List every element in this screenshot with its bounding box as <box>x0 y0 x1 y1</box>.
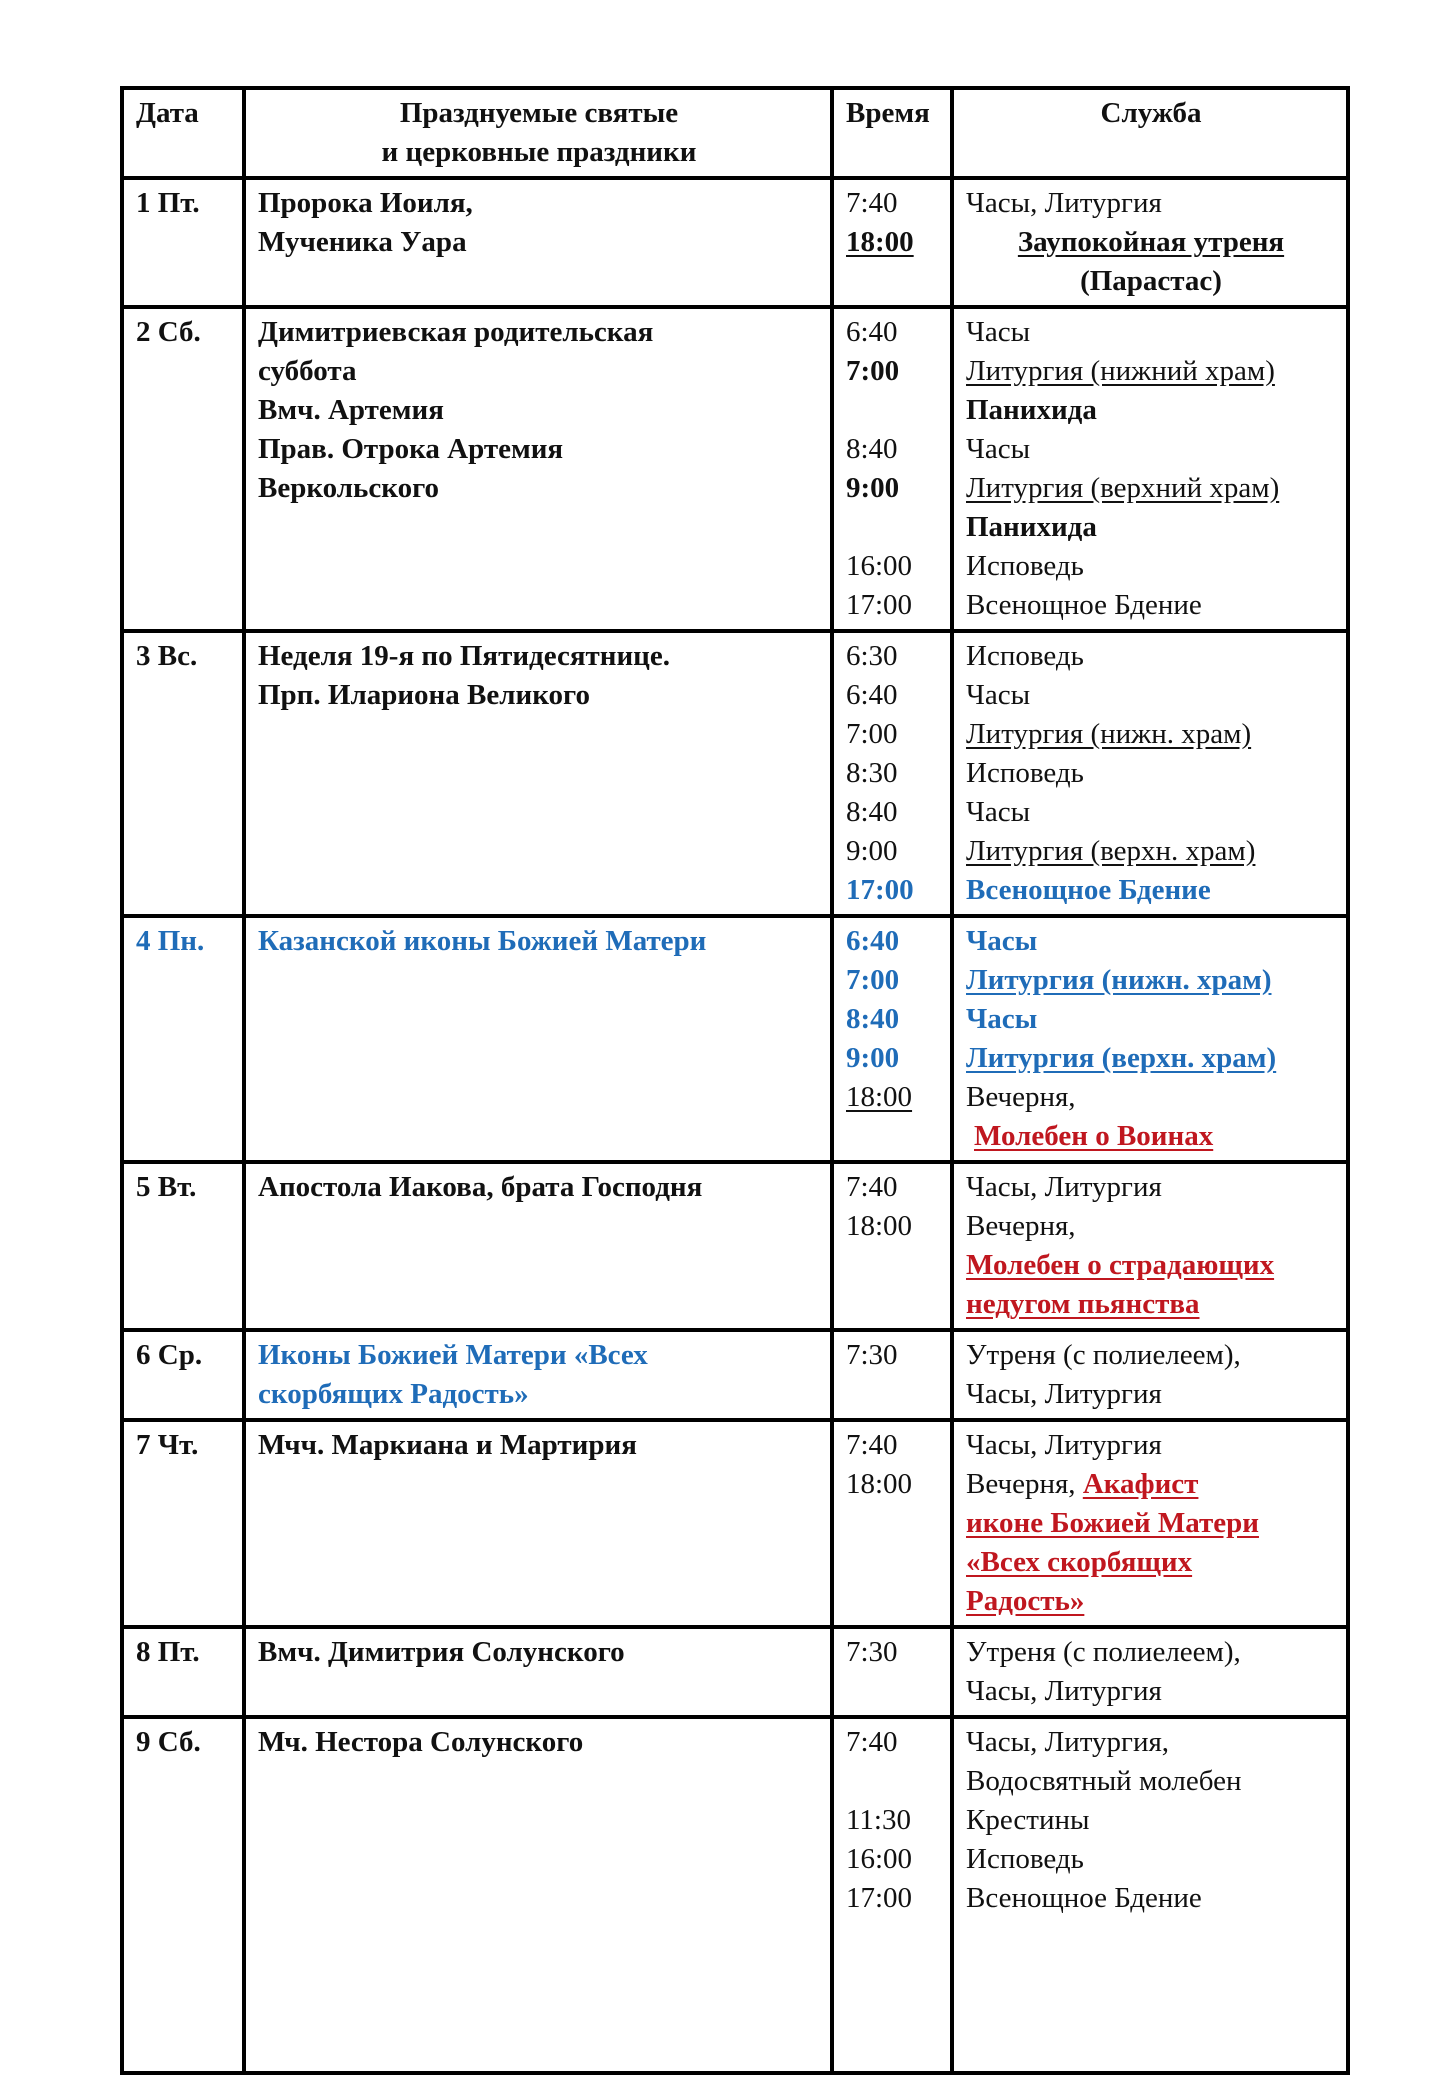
time-cell <box>832 1162 952 1330</box>
date-cell: 4 Пн. <box>122 916 244 1162</box>
time-value: 9:00 <box>846 1042 900 1074</box>
service-line: Литургия (нижний храм) <box>966 355 1275 387</box>
date-cell: 3 Вс. <box>122 631 244 916</box>
service-line: Часы <box>966 796 1031 828</box>
service-line: Молебен о страдающих <box>966 1249 1275 1281</box>
feast-line: Вмч. Артемия <box>258 394 444 426</box>
time-value: 6:30 <box>846 640 898 672</box>
header-feasts-line2: и церковные праздники <box>381 136 697 168</box>
table-row <box>122 178 1348 307</box>
service-line: Утреня (с полиелеем), <box>966 1636 1241 1668</box>
time-value: 6:40 <box>846 925 900 957</box>
time-value: 8:40 <box>846 796 898 828</box>
feast-line: Веркольского <box>258 472 440 504</box>
time-value: 7:40 <box>846 1726 898 1758</box>
service-line: Часы <box>966 925 1038 957</box>
time-cell <box>832 631 952 916</box>
service-line: Радость» <box>966 1585 1085 1617</box>
service-line: Всенощное Бдение <box>966 589 1202 621</box>
service-cell <box>952 1717 1348 2073</box>
table-row <box>122 1162 1348 1330</box>
time-value: 16:00 <box>846 550 913 582</box>
service-line: Всенощное Бдение <box>966 874 1211 906</box>
service-line: Всенощное Бдение <box>966 1882 1202 1914</box>
header-feasts <box>244 88 832 178</box>
schedule-page <box>120 86 1346 2075</box>
time-value <box>846 508 940 547</box>
service-line: Часы <box>966 1003 1038 1035</box>
table-row <box>122 1627 1348 1717</box>
time-cell <box>832 1330 952 1420</box>
service-line: Часы, Литургия, <box>966 1726 1170 1758</box>
time-value <box>846 391 940 430</box>
date-cell: 6 Ср. <box>122 1330 244 1420</box>
service-cell <box>952 1162 1348 1330</box>
date-cell: 8 Пт. <box>122 1627 244 1717</box>
table-row <box>122 307 1348 631</box>
feast-line: Прп. Илариона Великого <box>258 679 590 711</box>
time-value: 6:40 <box>846 679 898 711</box>
service-cell <box>952 631 1348 916</box>
date-cell: 2 Сб. <box>122 307 244 631</box>
service-line: Утреня (с полиелеем), <box>966 1339 1241 1371</box>
schedule-table <box>120 86 1350 2075</box>
service-line: недугом пьянства <box>966 1288 1200 1320</box>
table-row <box>122 1330 1348 1420</box>
feast-line: Димитриевская родительская <box>258 316 654 348</box>
feast-cell <box>244 307 832 631</box>
service-line: Литургия (нижн. храм) <box>966 964 1272 996</box>
feast-cell <box>244 631 832 916</box>
service-line: Панихида <box>966 511 1097 543</box>
service-cell <box>952 307 1348 631</box>
service-line: «Всех скорбящих <box>966 1546 1193 1578</box>
service-line: Исповедь <box>966 757 1084 789</box>
service-line: Часы <box>966 679 1031 711</box>
feast-line: суббота <box>258 355 357 387</box>
service-line: (Парастас) <box>1080 265 1222 297</box>
time-value: 8:40 <box>846 1003 900 1035</box>
table-row <box>122 631 1348 916</box>
service-line: Литургия (верхн. храм) <box>966 835 1256 867</box>
service-line: Исповедь <box>966 550 1084 582</box>
time-value: 9:00 <box>846 835 898 867</box>
date-cell: 5 Вт. <box>122 1162 244 1330</box>
time-value: 17:00 <box>846 589 913 621</box>
feast-line: Иконы Божией Матери «Всех <box>258 1339 648 1371</box>
time-value <box>846 1762 940 1801</box>
feast-line: Вмч. Димитрия Солунского <box>258 1636 625 1668</box>
feast-cell <box>244 1420 832 1627</box>
header-date: Дата <box>122 88 244 178</box>
feast-line: Мч. Нестора Солунского <box>258 1726 584 1758</box>
header-time: Время <box>832 88 952 178</box>
feast-line: Мученика Уара <box>258 226 467 258</box>
time-value: 7:40 <box>846 187 898 219</box>
time-value: 7:00 <box>846 718 898 750</box>
table-row <box>122 1717 1348 2073</box>
feast-cell <box>244 1162 832 1330</box>
time-value: 7:00 <box>846 355 900 387</box>
service-line: иконе Божией Матери <box>966 1507 1259 1539</box>
service-cell <box>952 178 1348 307</box>
service-line: Часы, Литургия <box>966 1675 1162 1707</box>
header-feasts-line1: Празднуемые святые <box>399 97 679 129</box>
feast-line: Прав. Отрока Артемия <box>258 433 564 465</box>
feast-line: Пророка Иоиля, <box>258 187 473 219</box>
service-line: Часы, Литургия <box>966 1378 1162 1410</box>
service-cell <box>952 1420 1348 1627</box>
feast-cell <box>244 1627 832 1717</box>
time-cell <box>832 1420 952 1627</box>
feast-line: Казанской иконы Божией Матери <box>258 925 707 957</box>
time-value: 7:30 <box>846 1636 898 1668</box>
service-line: Литургия (верхн. храм) <box>966 1042 1277 1074</box>
service-cell <box>952 1330 1348 1420</box>
time-cell <box>832 1627 952 1717</box>
time-value: 18:00 <box>846 1210 913 1242</box>
time-value: 18:00 <box>846 1468 913 1500</box>
feast-line: Мчч. Маркиана и Мартирия <box>258 1429 637 1461</box>
time-cell <box>832 916 952 1162</box>
service-line: Исповедь <box>966 1843 1084 1875</box>
service-line: Заупокойная утреня <box>1017 226 1285 258</box>
time-value: 7:30 <box>846 1339 898 1371</box>
time-value: 18:00 <box>846 226 914 258</box>
time-value: 17:00 <box>846 1882 913 1914</box>
feast-cell <box>244 1330 832 1420</box>
time-value: 6:40 <box>846 316 898 348</box>
feast-cell <box>244 916 832 1162</box>
service-line: Молебен о Воинах <box>974 1120 1214 1152</box>
time-value: 17:00 <box>846 874 914 906</box>
service-line: Часы, Литургия <box>966 1171 1162 1203</box>
service-line: Водосвятный молебен <box>966 1765 1242 1797</box>
time-value: 9:00 <box>846 472 900 504</box>
time-value: 7:40 <box>846 1429 898 1461</box>
feast-line: Апостола Иакова, брата Господня <box>258 1171 703 1203</box>
date-cell: 9 Сб. <box>122 1717 244 2073</box>
time-value: 7:40 <box>846 1171 898 1203</box>
service-cell <box>952 1627 1348 1717</box>
time-value: 8:30 <box>846 757 898 789</box>
time-value: 16:00 <box>846 1843 913 1875</box>
service-line: Часы <box>966 433 1031 465</box>
service-line: Вечерня, <box>966 1210 1076 1242</box>
table-row <box>122 1420 1348 1627</box>
header-service: Служба <box>952 88 1348 178</box>
service-line: Литургия (нижн. храм) <box>966 718 1252 750</box>
time-cell <box>832 178 952 307</box>
service-cell <box>952 916 1348 1162</box>
time-value: 8:40 <box>846 433 898 465</box>
feast-cell <box>244 1717 832 2073</box>
service-line: Часы <box>966 316 1031 348</box>
time-value: 7:00 <box>846 964 900 996</box>
time-cell <box>832 1717 952 2073</box>
service-line: Исповедь <box>966 640 1084 672</box>
service-line: Панихида <box>966 394 1097 426</box>
service-line: Крестины <box>966 1804 1090 1836</box>
feast-cell <box>244 178 832 307</box>
date-cell: 1 Пт. <box>122 178 244 307</box>
date-cell: 7 Чт. <box>122 1420 244 1627</box>
akathist-title: Акафист <box>1082 1468 1199 1500</box>
service-text: Вечерня, <box>966 1468 1076 1500</box>
table-row <box>122 916 1348 1162</box>
time-cell <box>832 307 952 631</box>
header-row <box>122 88 1348 178</box>
service-line: Вечерня, <box>966 1081 1076 1113</box>
service-line: Часы, Литургия <box>966 1429 1162 1461</box>
feast-line: скорбящих Радость» <box>258 1378 529 1410</box>
feast-line: Неделя 19-я по Пятидесятнице. <box>258 640 671 672</box>
service-line: Часы, Литургия <box>966 187 1162 219</box>
time-value: 18:00 <box>846 1081 913 1113</box>
service-line: Литургия (верхний храм) <box>966 472 1280 504</box>
time-value: 11:30 <box>846 1804 911 1836</box>
service-line <box>966 1465 1336 1504</box>
